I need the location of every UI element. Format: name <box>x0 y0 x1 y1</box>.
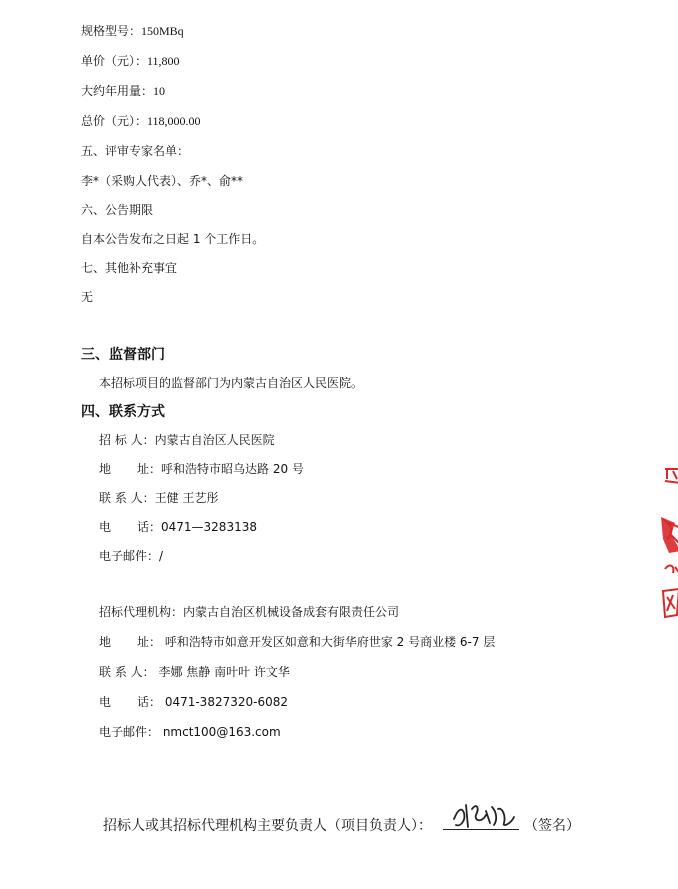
section6-title: 六、公告期限 <box>81 203 154 217</box>
section6-text: 自本公告发布之日起 1 个工作日。 <box>81 232 265 246</box>
red-seal-stamp <box>655 465 678 625</box>
purchaser-email: 电子邮件：/ <box>99 549 164 563</box>
supervision-title: 三、监督部门 <box>81 347 165 363</box>
agency-name: 招标代理机构：内蒙古自治区机械设备成套有限责任公司 <box>99 605 400 619</box>
signature-suffix: （签名） <box>524 818 580 834</box>
agency-address: 址： 呼和浩特市如意开发区如意和大街华府世家 2 号商业楼 6-7 层 <box>137 635 496 649</box>
spec-unit-price: 单价（元）：11,800 <box>81 54 180 68</box>
spec-total-price: 总价（元）：118,000.00 <box>81 114 201 128</box>
agency-phone-label: 电 <box>99 695 112 709</box>
agency-email: 电子邮件： nmct100@163.com <box>99 725 281 739</box>
section5-title: 五、评审专家名单： <box>81 144 190 158</box>
agency-address-label: 地 <box>99 635 112 649</box>
agency-contact: 联 系 人： 李娜 焦静 南叶叶 许文华 <box>99 665 290 679</box>
section7-text: 无 <box>81 290 94 304</box>
contact-title: 四、联系方式 <box>81 404 165 420</box>
supervision-text: 本招标项目的监督部门为内蒙古自治区人民医院。 <box>99 376 364 390</box>
purchaser-address-label: 地 <box>99 462 112 476</box>
agency-phone: 话： 0471-3827320-6082 <box>137 695 288 709</box>
spec-model: 规格型号：150MBq <box>81 24 184 38</box>
handwritten-signature <box>446 797 522 833</box>
purchaser-contact: 联 系 人：王健 王艺彤 <box>99 491 219 505</box>
purchaser-phone-label: 电 <box>99 520 112 534</box>
section5-experts: 李*（采购人代表）、乔*、俞** <box>81 174 244 188</box>
purchaser-address: 址：呼和浩特市昭乌达路 20 号 <box>137 462 304 476</box>
spec-annual-usage: 大约年用量：10 <box>81 84 166 98</box>
purchaser-name: 招 标 人：内蒙古自治区人民医院 <box>99 433 275 447</box>
purchaser-phone: 话：0471—3283138 <box>137 520 257 534</box>
signature-text: 招标人或其招标代理机构主要负责人（项目负责人）： <box>103 818 432 834</box>
section7-title: 七、其他补充事宜 <box>81 261 178 275</box>
